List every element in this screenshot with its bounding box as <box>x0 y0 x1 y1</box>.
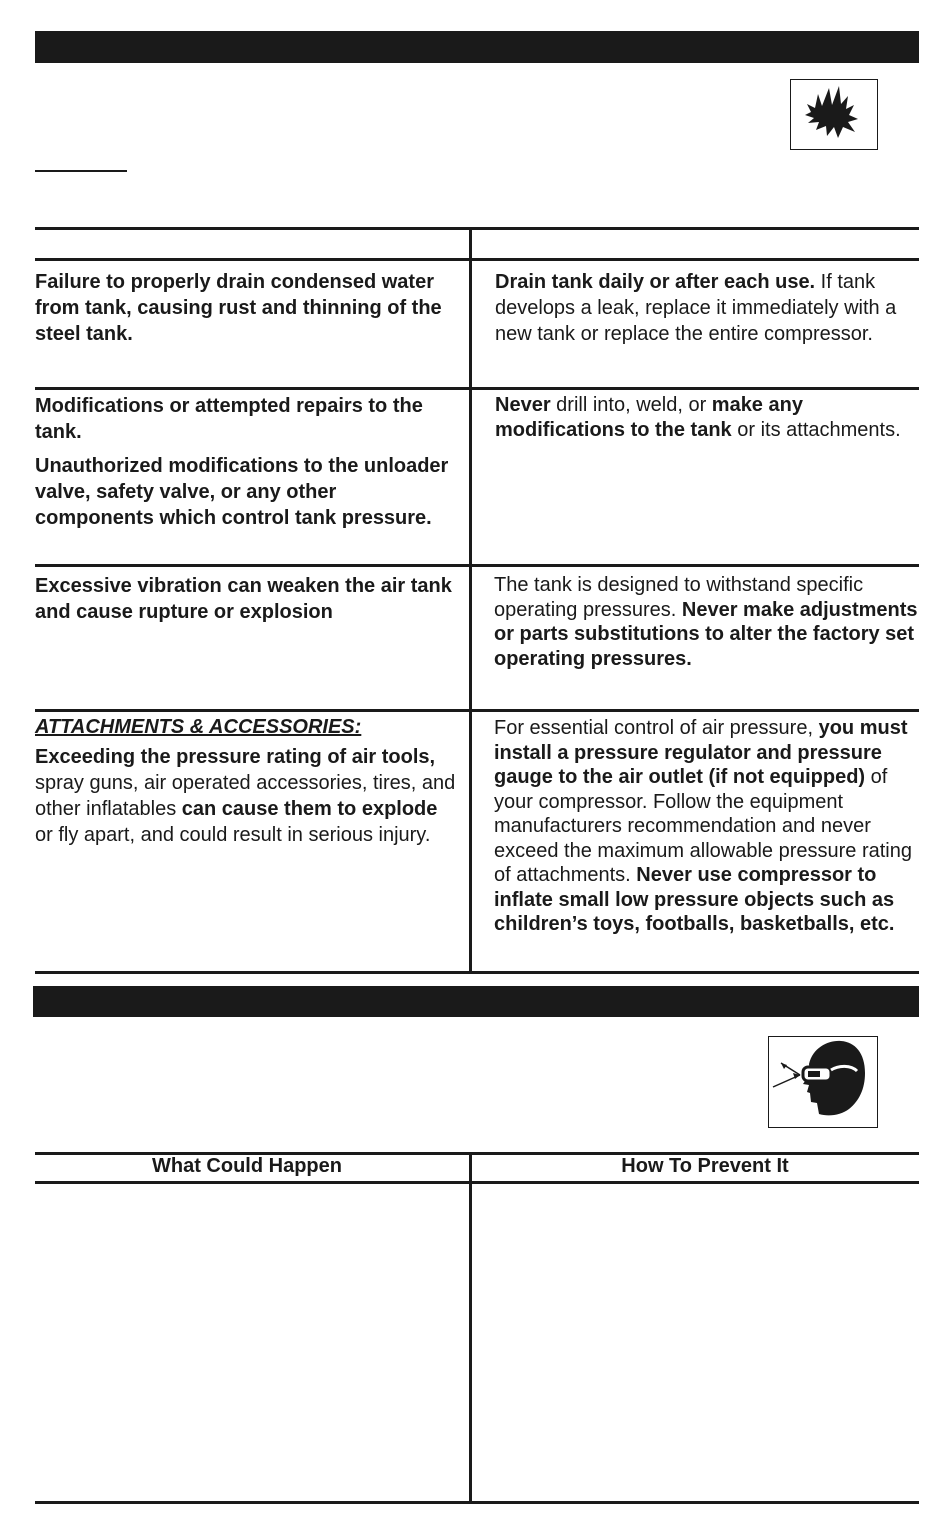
safety-goggles-icon <box>769 1037 876 1126</box>
hazard-text: Exceeding the pressure rating of air tools, spray guns, air operated accessories, tires, and other inflatables can cause them to explode or fly apart, and could result in serious injury. <box>35 746 456 846</box>
section-header-bar-eye <box>33 986 919 1017</box>
table-bottom-border <box>35 1501 919 1504</box>
table-row-2-hazard <box>35 393 460 531</box>
table-top-border <box>35 227 919 230</box>
table-row-3-prevention <box>494 573 919 671</box>
short-rule <box>35 170 127 172</box>
table-row-4-hazard <box>35 714 460 848</box>
prevention-text: For essential control of air pressure, you must install a pressure regulator and pressure gauge to the air outlet (if not equipped) of your compressor. Follow the equipment manufacturers recommendation and never exceed the maximum allowable pressure rating of attachments. Never use compressor to inflate small low pressure objects such as children’s toys, footballs, basketballs, etc. <box>494 717 912 935</box>
hazard-heading: ATTACHMENTS & ACCESSORIES: <box>35 716 362 738</box>
row-divider <box>35 387 919 390</box>
table-column-divider <box>469 227 472 973</box>
eye-protection-icon-frame <box>768 1036 878 1128</box>
table-header-border <box>35 258 919 261</box>
prevention-text: The tank is designed to withstand specific operating pressures. Never make adjustments or parts substitutions to alter the factory set operating pressures. <box>494 574 918 670</box>
hazard-text: Excessive vibration can weaken the air tank and cause rupture or explosion <box>35 575 452 623</box>
prevention-text: Never drill into, weld, or make any modifications to the tank or its attachments. <box>495 394 901 441</box>
table-row-1-hazard <box>35 269 460 347</box>
table-header-border <box>35 1181 919 1184</box>
section-header-bar-explosion <box>35 31 919 63</box>
table-row-1-prevention <box>495 269 919 347</box>
table-column-divider <box>469 1152 472 1504</box>
row-divider <box>35 709 919 712</box>
prevention-text: Drain tank daily or after each use. If tank develops a leak, replace it immediately with a new tank or replace the entire compressor. <box>495 271 897 345</box>
column-header-what-could-happen: What Could Happen <box>152 1155 342 1177</box>
table-row-2-prevention <box>495 393 919 442</box>
hazard-text: Unauthorized modifications to the unloader valve, safety valve, or any other components which control tank pressure. <box>35 455 449 529</box>
explosion-icon <box>791 80 876 148</box>
table-bottom-border <box>35 971 919 974</box>
column-header-how-to-prevent-it: How To Prevent It <box>621 1155 789 1177</box>
hazard-text: Failure to properly drain condensed water from tank, causing rust and thinning of the steel tank. <box>35 271 442 345</box>
row-divider <box>35 564 919 567</box>
table-row-4-prevention <box>494 716 919 937</box>
hazard-text: Modifications or attempted repairs to the tank. <box>35 395 423 443</box>
table-row-3-hazard <box>35 573 460 625</box>
explosion-icon-frame <box>790 79 878 150</box>
